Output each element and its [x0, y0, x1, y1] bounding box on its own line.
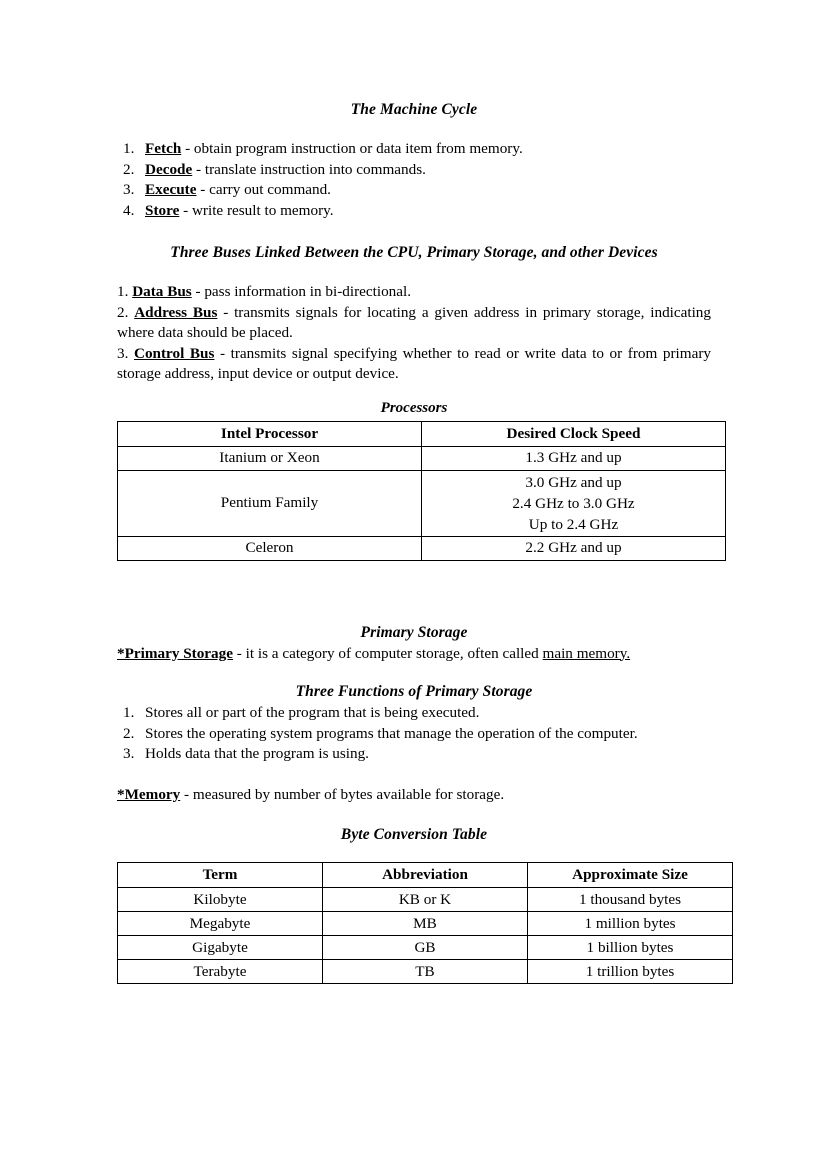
clock-speed-line: 3.0 GHz and up	[525, 473, 622, 491]
list-item	[117, 160, 711, 181]
column-header-term: Term	[118, 863, 323, 888]
list-text: - write result to memory.	[179, 201, 334, 219]
list-term: Execute	[145, 181, 197, 198]
list-text: - translate instruction into commands.	[192, 160, 426, 178]
list-text: - carry out command.	[196, 181, 331, 198]
list-item	[117, 744, 711, 765]
cell-approximate-size: 1 thousand bytes	[528, 888, 733, 912]
heading-three-buses: Three Buses Linked Between the CPU, Primary Storage, and other Devices	[170, 244, 658, 261]
list-text: Holds data that the program is using.	[145, 745, 369, 762]
list-number: 4.	[123, 201, 135, 219]
column-header-abbreviation: Abbreviation	[323, 863, 528, 888]
list-number: 1.	[123, 704, 135, 721]
list-number: 2.	[123, 724, 135, 742]
list-primary-storage-functions	[117, 703, 711, 765]
list-three-buses	[117, 282, 711, 385]
cell-term: Kilobyte	[118, 888, 323, 912]
list-item	[117, 724, 711, 745]
table-row	[118, 912, 733, 936]
list-item	[117, 282, 711, 303]
list-term: Fetch	[145, 140, 182, 157]
list-term: Data Bus	[132, 283, 192, 300]
list-number: 2.	[123, 160, 135, 178]
column-header-desired-clock-speed: Desired Clock Speed	[422, 421, 726, 446]
cell-term: Megabyte	[118, 912, 323, 936]
heading-primary-storage: Primary Storage	[360, 623, 468, 641]
list-number: 3.	[123, 745, 135, 762]
list-term: Address Bus	[134, 303, 218, 321]
list-text: Stores all or part of the program that is being executed.	[145, 704, 480, 721]
processors-table	[117, 421, 726, 561]
list-item	[117, 344, 711, 385]
document-body	[117, 0, 711, 984]
cell-abbreviation: KB or K	[323, 888, 528, 912]
cell-term: Terabyte	[118, 960, 323, 984]
cell-clock-speed-multi	[422, 470, 726, 536]
table-row	[118, 936, 733, 960]
column-header-intel-processor: Intel Processor	[118, 421, 422, 446]
cell-approximate-size: 1 million bytes	[528, 912, 733, 936]
list-item	[117, 303, 711, 344]
list-text: - transmits signal specifying whether to read or write data to or from primary storage address, input device or output device.	[117, 344, 711, 382]
list-number: 2.	[117, 303, 129, 321]
list-text: Stores the operating system programs that manage the operation of the computer.	[145, 724, 638, 742]
heading-machine-cycle: The Machine Cycle	[350, 101, 478, 118]
list-number: 1.	[117, 283, 129, 300]
list-number: 1.	[123, 140, 135, 157]
cell-abbreviation: GB	[323, 936, 528, 960]
cell-processor-name: Itanium or Xeon	[118, 446, 422, 470]
list-number: 3.	[123, 181, 135, 198]
table-row	[118, 888, 733, 912]
list-machine-cycle	[117, 139, 711, 221]
list-item	[117, 201, 711, 222]
table-row	[118, 960, 733, 984]
primary-storage-definition	[117, 644, 711, 665]
memory-definition	[117, 785, 711, 806]
table-row	[118, 470, 726, 536]
table-header-row	[118, 421, 726, 446]
table-row	[118, 446, 726, 470]
heading-three-functions: Three Functions of Primary Storage	[295, 683, 533, 700]
column-header-approximate-size: Approximate Size	[528, 863, 733, 888]
byte-conversion-table	[117, 862, 733, 984]
clock-speed-line: Up to 2.4 GHz	[528, 515, 619, 533]
table-row	[118, 536, 726, 560]
list-term: Control Bus	[133, 344, 215, 362]
list-number: 3.	[117, 344, 129, 362]
cell-abbreviation: MB	[323, 912, 528, 936]
list-item	[117, 180, 711, 201]
definition-term: *Primary Storage	[117, 644, 233, 662]
cell-clock-speed: 2.2 GHz and up	[422, 536, 726, 560]
cell-approximate-size: 1 billion bytes	[528, 936, 733, 960]
list-text: - pass information in bi-directional.	[191, 283, 412, 300]
cell-processor-name: Pentium Family	[118, 470, 422, 536]
caption-byte-conversion: Byte Conversion Table	[340, 826, 488, 843]
list-term: Store	[145, 201, 180, 219]
cell-term: Gigabyte	[118, 936, 323, 960]
cell-approximate-size: 1 trillion bytes	[528, 960, 733, 984]
list-text: - obtain program instruction or data item from memory.	[181, 140, 523, 157]
definition-emphasis: main memory.	[542, 644, 631, 662]
cell-clock-speed: 1.3 GHz and up	[422, 446, 726, 470]
list-term: Decode	[145, 160, 193, 178]
list-item	[117, 703, 711, 724]
list-text: - transmits signals for locating a given address in primary storage, indicating where data should be placed.	[117, 303, 711, 341]
list-item	[117, 139, 711, 160]
memory-term: *Memory	[117, 785, 181, 803]
memory-text: - measured by number of bytes available for storage.	[180, 785, 505, 803]
cell-abbreviation: TB	[323, 960, 528, 984]
cell-processor-name: Celeron	[118, 536, 422, 560]
table-header-row	[118, 863, 733, 888]
definition-text: - it is a category of computer storage, often called	[232, 644, 543, 662]
clock-speed-line: 2.4 GHz to 3.0 GHz	[512, 494, 635, 512]
caption-processors: Processors	[380, 399, 448, 416]
